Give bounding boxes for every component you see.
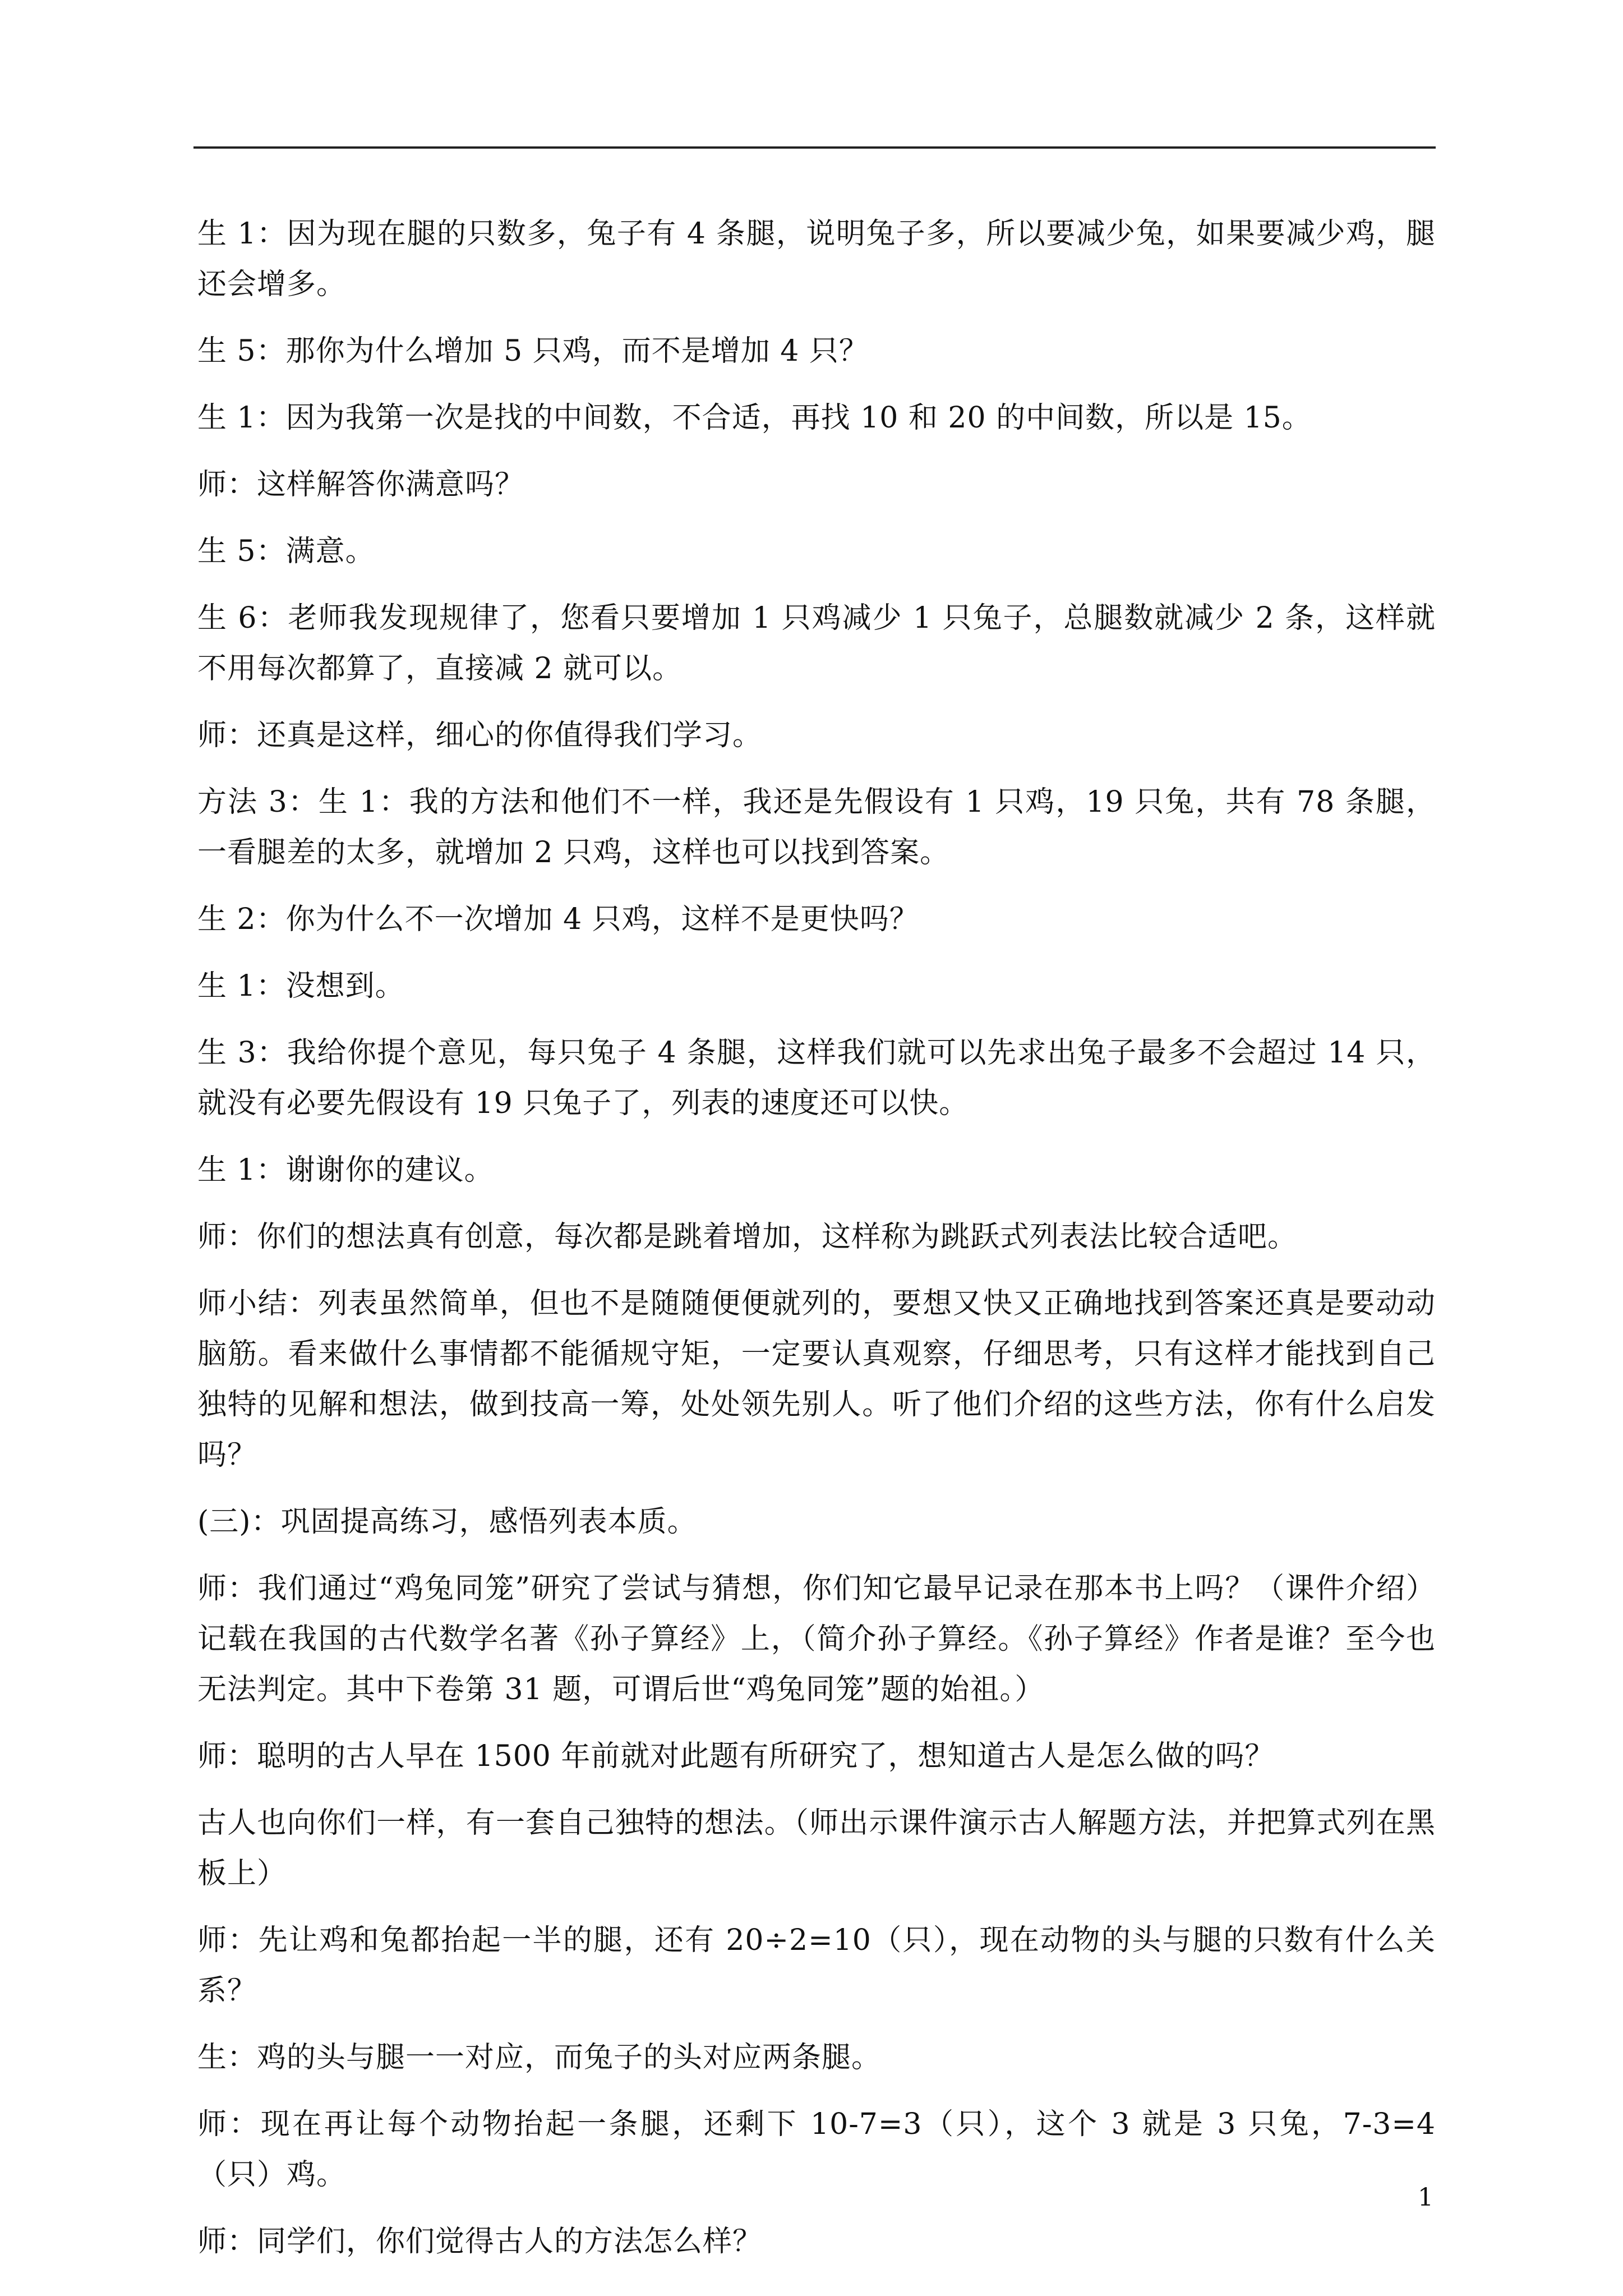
document-body — [197, 209, 1436, 2283]
paragraph-8: 方法 3：生 1：我的方法和他们不一样，我还是先假设有 1 只鸡，19 只兔，共有 78 条腿，一看腿差的太多，就增加 2 只鸡，这样也可以找到答案。 — [197, 785, 1436, 869]
paragraph-6: 生 6：老师我发现规律了，您看只要增加 1 只鸡减少 1 只兔子，总腿数就减少 2 条，这样就不用每次都算了，直接减 2 就可以。 — [197, 601, 1436, 685]
paragraph-10: 生 1：没想到。 — [197, 969, 405, 1003]
paragraph-17: 师：聪明的古人早在 1500 年前就对此题有所研究了，想知道古人是怎么做的吗？ — [197, 1740, 1275, 1773]
paragraph-7: 师：还真是这样，细心的你值得我们学习。 — [197, 719, 763, 752]
paragraph-22: 师：同学们，你们觉得古人的方法怎么样？ — [197, 2225, 763, 2258]
paragraph-12: 生 1：谢谢你的建议。 — [197, 1153, 494, 1187]
header-rule — [193, 146, 1436, 149]
paragraph-1: 生 1：因为现在腿的只数多，兔子有 4 条腿，说明兔子多，所以要减少兔，如果要减少鸡，腿还会增多。 — [197, 217, 1436, 301]
paragraph-5: 生 5：满意。 — [197, 535, 375, 568]
paragraph-3: 生 1：因为我第一次是找的中间数，不合适，再找 10 和 20 的中间数，所以是 15。 — [197, 401, 1312, 435]
paragraph-14: 师小结：列表虽然简单，但也不是随随便便就列的，要想又快又正确地找到答案还真是要动动脑筋。看来做什么事情都不能循规守矩，一定要认真观察，仔细思考，只有这样才能找到自己独特的见解和想法，做到技高一筹，处处领先别人。听了他们介绍的这些方法，你有什么启发吗？ — [197, 1287, 1436, 1472]
paragraph-20: 生：鸡的头与腿一一对应，而兔子的头对应两条腿。 — [197, 2041, 882, 2074]
paragraph-18: 古人也向你们一样，有一套自己独特的想法。（师出示课件演示古人解题方法，并把算式列在黑板上） — [197, 1806, 1436, 1890]
page-number: 1 — [1418, 2183, 1433, 2212]
paragraph-21: 师：现在再让每个动物抬起一条腿，还剩下 10-7=3（只），这个 3 就是 3 只兔，7-3=4（只）鸡。 — [197, 2108, 1436, 2192]
paragraph-9: 生 2：你为什么不一次增加 4 只鸡，这样不是更快吗？ — [197, 903, 919, 936]
paragraph-4: 师：这样解答你满意吗？ — [197, 468, 525, 501]
paragraph-2: 生 5：那你为什么增加 5 只鸡，而不是增加 4 只？ — [197, 334, 869, 368]
section-heading: (三)：巩固提高练习，感悟列表本质。 — [197, 1505, 697, 1539]
paragraph-19: 师：先让鸡和兔都抬起一半的腿，还有 20÷2=10（只），现在动物的头与腿的只数有什么关系？ — [197, 1924, 1436, 2008]
paragraph-11: 生 3：我给你提个意见，每只兔子 4 条腿，这样我们就可以先求出兔子最多不会超过 14 只，就没有必要先假设有 19 只兔子了，列表的速度还可以快。 — [197, 1036, 1436, 1120]
paragraph-16: 师：我们通过“鸡兔同笼”研究了尝试与猜想，你们知它最早记录在那本书上吗？（课件介绍）记载在我国的古代数学名著《孙子算经》上，（简介孙子算经。《孙子算经》作者是谁？至今也无法判定。其中下卷第 31 题，可谓后世“鸡兔同笼”题的始祖。） — [197, 1572, 1436, 1706]
paragraph-13: 师：你们的想法真有创意，每次都是跳着增加，这样称为跳跃式列表法比较合适吧。 — [197, 1220, 1298, 1254]
